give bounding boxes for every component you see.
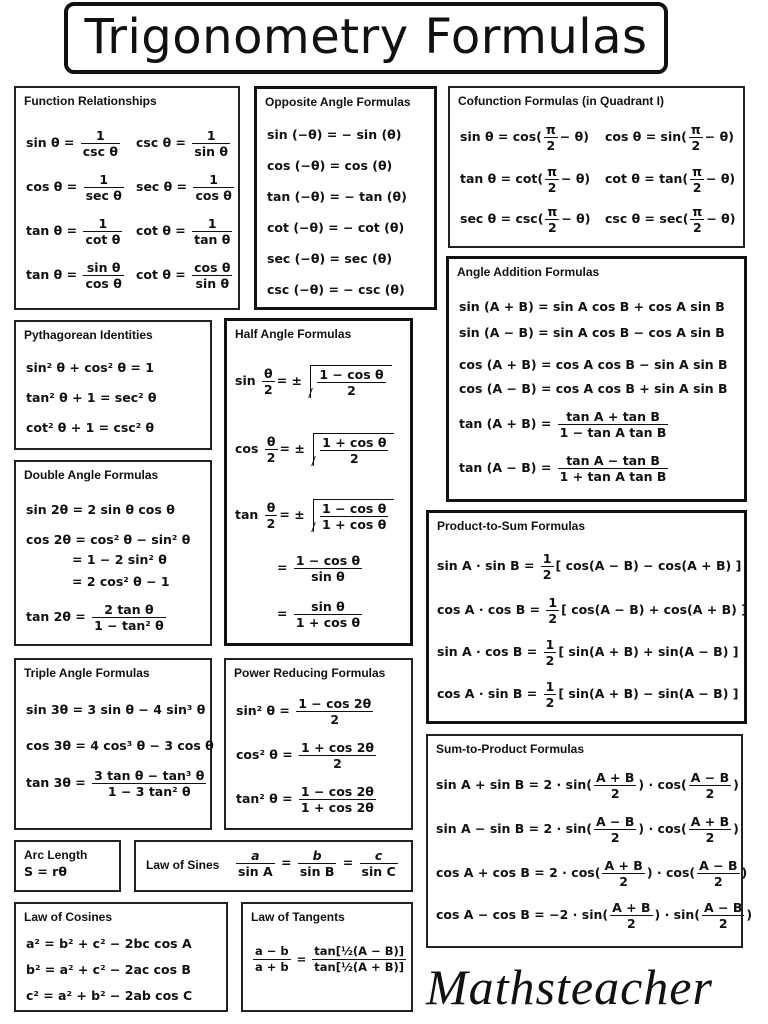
formula-product-cos-sin: cos A · sin B = $\frac{1}{2}$ [ sin(A + B) − sin(A − B) ]: [437, 679, 739, 710]
formula-half-tan-alt-1: = $\frac{\text{1 − cos θ}}{\text{sin θ}}$: [277, 553, 361, 584]
sum-to-product-heading: Sum-to-Product Formulas: [436, 742, 585, 756]
formula-pythagorean-2: tan² θ + 1 = sec² θ: [26, 390, 157, 405]
double-angle-box: [14, 460, 212, 646]
formula-opposite-sin: sin (−θ) = − sin (θ): [267, 127, 402, 142]
formula-cos-reciprocal: cos θ = $\frac{1}{\text{sec θ}}$: [26, 172, 122, 203]
formula-product-cos-cos: cos A · cos B = $\frac{1}{2}$ [ cos(A − B) + cos(A + B) ]: [437, 595, 747, 626]
formula-cofunction-csc: csc θ = sec( $\frac{\pi}{2}$ − θ): [605, 204, 736, 235]
formula-cot-quotient: cot θ = $\frac{\text{cos θ}}{\text{sin θ}}$: [136, 260, 231, 291]
formula-double-sin: sin 2θ = 2 sin θ cos θ: [26, 502, 175, 517]
formula-half-sin: sin $\frac{\theta}{2}$ = ± $\frac{\text{1 − cos θ}}{2}$: [235, 365, 392, 398]
product-to-sum-box: [426, 510, 747, 724]
product-to-sum-heading: Product-to-Sum Formulas: [437, 519, 586, 533]
arc-length-heading: Arc Length: [24, 848, 88, 862]
function-relationships-heading: Function Relationships: [24, 94, 157, 108]
formula-sum-sin-plus: sin A + sin B = 2 · sin( $\frac{A + B}{2}$ ) · cos( $\frac{A - B}{2}$ ): [436, 770, 739, 801]
formula-sin-sum: sin (A + B) = sin A cos B + cos A sin B: [459, 299, 725, 314]
formula-power-tan: tan² θ = $\frac{1 - \cos 2\theta}{1 + \cos 2\theta}$: [236, 784, 374, 815]
formula-cos-sum: cos (A + B) = cos A cos B − sin A sin B: [459, 357, 728, 372]
law-of-cosines-heading: Law of Cosines: [24, 910, 113, 924]
formula-sin-reciprocal: sin θ = $\frac{1}{\text{csc θ}}$: [26, 128, 118, 159]
sum-to-product-box: [426, 734, 753, 948]
double-angle-heading: Double Angle Formulas: [24, 468, 159, 482]
formula-pythagorean-1: sin² θ + cos² θ = 1: [26, 360, 154, 375]
cofunction-heading: Cofunction Formulas (in Quadrant I): [458, 94, 664, 108]
angle-addition-box: [446, 256, 747, 502]
page-title: Trigonometry Formulas: [64, 2, 668, 74]
triple-angle-box: [14, 658, 212, 830]
triple-angle-heading: Triple Angle Formulas: [24, 666, 150, 680]
formula-opposite-cos: cos (−θ) = cos (θ): [267, 158, 393, 173]
formula-double-tan: tan 2θ = $\frac{\text{2 tan θ}}{\text{1 − tan² θ}}$: [26, 602, 164, 633]
angle-addition-heading: Angle Addition Formulas: [457, 265, 600, 279]
pythagorean-heading: Pythagorean Identities: [24, 328, 153, 342]
formula-opposite-cot: cot (−θ) = − cot (θ): [267, 220, 405, 235]
formula-pythagorean-3: cot² θ + 1 = csc² θ: [26, 420, 155, 435]
formula-half-cos: cos $\frac{\theta}{2}$ = ± $\frac{\text{1 + cos θ}}{2}$: [235, 433, 394, 466]
law-of-sines-box: [134, 840, 413, 892]
formula-sin-difference: sin (A − B) = sin A cos B − cos A sin B: [459, 325, 725, 340]
formula-law-of-tangents: $\frac{a - b}{a + b}$ = $\frac{\text{tan[½(A − B)]}}{\text{tan[½(A + B)]}}$: [255, 944, 404, 974]
formula-power-cos: cos² θ = $\frac{1 + \cos 2\theta}{2}$: [236, 740, 374, 771]
formula-half-tan: tan $\frac{\theta}{2}$ = ± $\frac{\text{1 − cos θ}}{\text{1 + cos θ}}$: [235, 499, 394, 532]
half-angle-box: [224, 318, 413, 646]
function-relationships-box: [14, 86, 240, 310]
formula-product-sin-sin: sin A · sin B = $\frac{1}{2}$ [ cos(A − B) − cos(A + B) ]: [437, 551, 742, 582]
formula-cofunction-cos: cos θ = sin( $\frac{\pi}{2}$ − θ): [605, 122, 734, 153]
formula-sum-cos-minus: cos A − cos B = −2 · sin( $\frac{A + B}{2}$ ) · sin( $\frac{A - B}{2}$ ): [436, 900, 753, 931]
formula-opposite-tan: tan (−θ) = − tan (θ): [267, 189, 407, 204]
formula-triple-tan: tan 3θ = $\frac{\text{3 tan θ − tan³ θ}}{\text{1 − 3 tan² θ}}$: [26, 768, 205, 799]
half-angle-heading: Half Angle Formulas: [235, 327, 352, 341]
formula-tan-quotient: tan θ = $\frac{\text{sin θ}}{\text{cos θ}}$: [26, 260, 122, 291]
law-of-sines-heading: Law of Sines: [146, 858, 220, 872]
formula-product-sin-cos: sin A · cos B = $\frac{1}{2}$ [ sin(A + B) + sin(A − B) ]: [437, 637, 739, 668]
law-of-tangents-box: [241, 902, 413, 1012]
formula-cosines-a: a² = b² + c² − 2bc cos A: [26, 936, 192, 951]
power-reducing-box: [224, 658, 413, 830]
formula-opposite-sec: sec (−θ) = sec (θ): [267, 251, 393, 266]
watermark-text: Mathsteacher: [426, 959, 713, 1015]
law-of-tangents-heading: Law of Tangents: [251, 910, 345, 924]
arc-length-box: [14, 840, 121, 892]
formula-csc-reciprocal: csc θ = $\frac{1}{\text{sin θ}}$: [136, 128, 228, 159]
formula-triple-cos: cos 3θ = 4 cos³ θ − 3 cos θ: [26, 738, 214, 753]
formula-tan-reciprocal: tan θ = $\frac{1}{\text{cot θ}}$: [26, 216, 121, 247]
formula-cofunction-sin: sin θ = cos( $\frac{\pi}{2}$ − θ): [460, 122, 589, 153]
formula-cofunction-sec: sec θ = csc( $\frac{\pi}{2}$ − θ): [460, 204, 591, 235]
formula-cos-difference: cos (A − B) = cos A cos B + sin A sin B: [459, 381, 728, 396]
formula-cot-reciprocal: cot θ = $\frac{1}{\text{tan θ}}$: [136, 216, 231, 247]
formula-tan-sum: tan (A + B) = $\frac{\text{tan A + tan B}}{\text{1 − tan A tan B}}$: [459, 409, 667, 440]
formula-double-cos-alt-2: = 2 cos² θ − 1: [72, 574, 170, 589]
formula-half-tan-alt-2: = $\frac{\text{sin θ}}{\text{1 + cos θ}}$: [277, 599, 361, 630]
formula-double-cos-alt-1: = 1 − 2 sin² θ: [72, 552, 167, 567]
formula-cofunction-cot: cot θ = tan( $\frac{\pi}{2}$ − θ): [605, 164, 736, 195]
formula-double-cos: cos 2θ = cos² θ − sin² θ: [26, 532, 191, 547]
formula-sec-reciprocal: sec θ = $\frac{1}{\text{cos θ}}$: [136, 172, 232, 203]
formula-opposite-csc: csc (−θ) = − csc (θ): [267, 282, 405, 297]
formula-arc-length: S = rθ: [24, 864, 67, 879]
formula-triple-sin: sin 3θ = 3 sin θ − 4 sin³ θ: [26, 702, 206, 717]
formula-sum-cos-plus: cos A + cos B = 2 · cos( $\frac{A + B}{2}$ ) · cos( $\frac{A - B}{2}$ ): [436, 858, 748, 889]
formula-sum-sin-minus: sin A − sin B = 2 · sin( $\frac{A - B}{2}$ ) · cos( $\frac{A + B}{2}$ ): [436, 814, 739, 845]
formula-power-sin: sin² θ = $\frac{1 - \cos 2\theta}{2}$: [236, 696, 372, 727]
law-of-cosines-box: [14, 902, 228, 1012]
pythagorean-box: [14, 320, 212, 450]
formula-tan-difference: tan (A − B) = $\frac{\text{tan A − tan B}}{\text{1 + tan A tan B}}$: [459, 453, 667, 484]
opposite-angle-heading: Opposite Angle Formulas: [265, 95, 411, 109]
power-reducing-heading: Power Reducing Formulas: [234, 666, 386, 680]
cofunction-box: [448, 86, 745, 248]
formula-law-of-sines: $\frac{a}{\text{sin A}}$ = $\frac{b}{\text{sin B}}$ = $\frac{c}{\text{sin C}}$: [238, 848, 396, 879]
opposite-angle-box: [254, 86, 437, 310]
formula-cofunction-tan: tan θ = cot( $\frac{\pi}{2}$ − θ): [460, 164, 591, 195]
formula-cosines-b: b² = a² + c² − 2ac cos B: [26, 962, 191, 977]
formula-cosines-c: c² = a² + b² − 2ab cos C: [26, 988, 193, 1003]
